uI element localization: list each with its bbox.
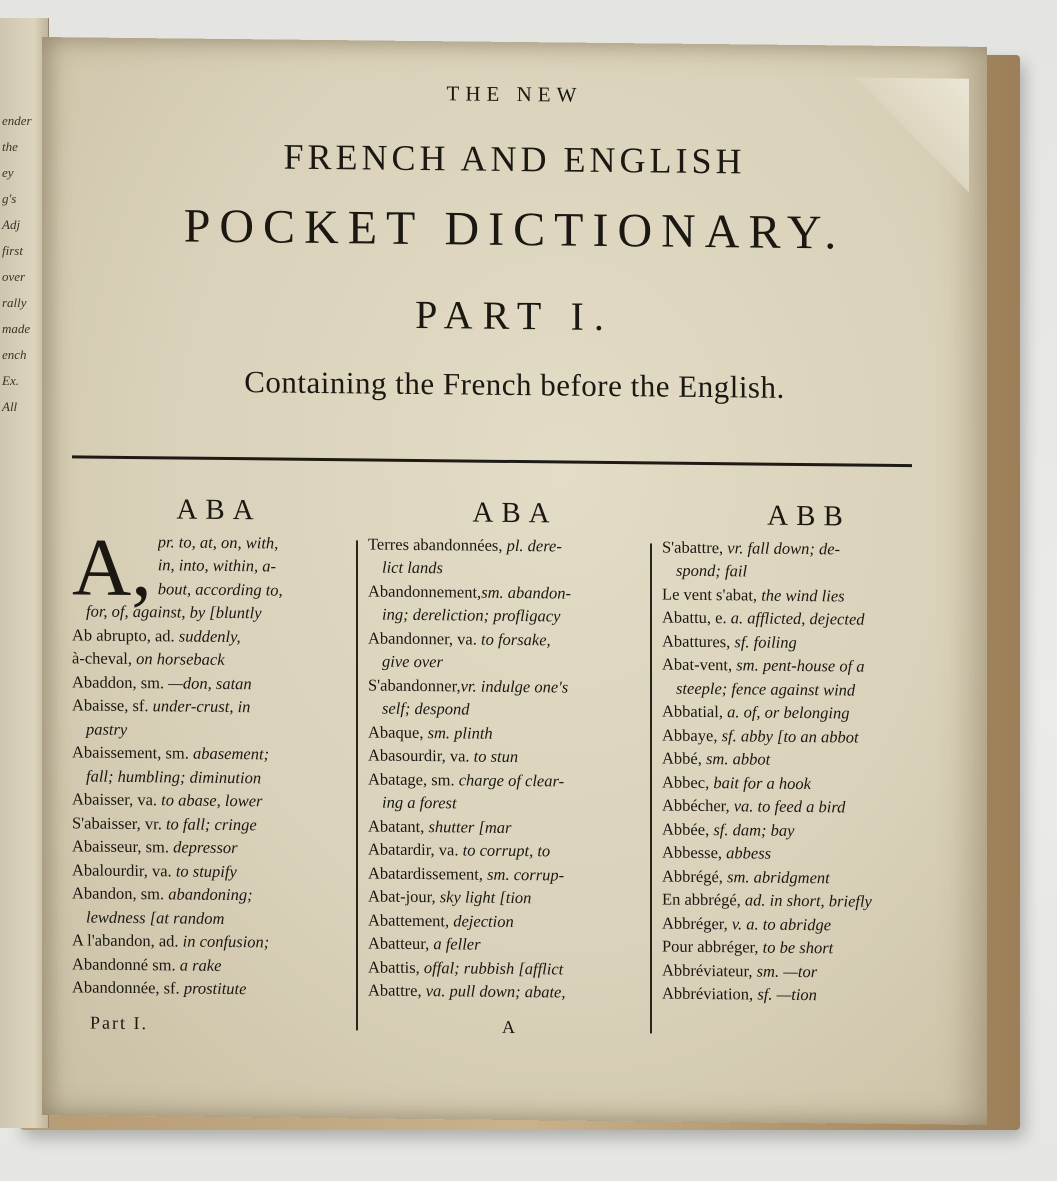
dictionary-entry (662, 841, 946, 867)
dictionary-entry (368, 884, 652, 910)
entry-definition: a rake (175, 954, 222, 975)
dictionary-entry (368, 555, 652, 581)
entry-headword: Abatteur, (368, 933, 430, 954)
dictionary-entry (662, 606, 946, 632)
entry-definition: fall; humbling; diminution (86, 766, 262, 787)
left-page-fragment: All (2, 399, 18, 414)
entry-definition: sf. abby [to an abbot (717, 725, 859, 747)
dictionary-entry (368, 532, 652, 558)
dictionary-entry (368, 626, 652, 652)
entry-headword: Abat-vent, (662, 654, 733, 675)
entry-definition: va. pull down; abate, (421, 981, 566, 1002)
entry-headword: S'abaisser, vr. (72, 812, 162, 833)
dictionary-entry (662, 559, 946, 585)
entry-headword: Abaissement, sm. (72, 742, 189, 763)
dictionary-entry (662, 794, 946, 820)
entry-headword: Pour abbréger, (662, 936, 759, 957)
entry-definition: for, of, against, by [bluntly (86, 601, 262, 623)
column-heading: ABA (472, 496, 558, 530)
dictionary-entry (368, 814, 652, 840)
dictionary-entry (662, 770, 946, 796)
left-page-fragments (2, 108, 42, 420)
entry-definition: abasement; (188, 743, 270, 764)
dictionary-entry (662, 747, 946, 773)
dictionary-entry (368, 649, 652, 675)
dictionary-entry (72, 928, 356, 954)
entry-headword: Abandonnement, (368, 580, 482, 602)
entry-definition: lewdness [at random (86, 907, 225, 928)
entry-headword: En abbrégé, (662, 889, 741, 910)
column-2 (368, 496, 652, 1004)
left-page-fragment: Ex. (2, 373, 19, 388)
dictionary-entry (368, 955, 652, 981)
entry-headword: Abatant, (368, 815, 425, 836)
dictionary-entry (368, 743, 652, 769)
entry-definition: ing a forest (382, 792, 457, 813)
entry-headword: Terres abandonnées, (368, 533, 503, 555)
dictionary-entry (368, 696, 652, 722)
entry-definition: a. afflicted, dejected (726, 608, 865, 629)
entry-headword: Abattement, (368, 909, 450, 930)
entry-headword: Abaisse, sf. (72, 695, 149, 716)
dictionary-entry (72, 952, 356, 978)
entry-definition: give over (382, 651, 443, 672)
left-page-fragment: g's (2, 191, 17, 206)
entry-headword: Abandon, sm. (72, 883, 165, 904)
entry-definition: under-crust, in (148, 696, 251, 717)
entry-list (368, 532, 652, 1005)
entry-headword: Abasourdir, va. (368, 745, 470, 766)
entry-definition: pastry (86, 719, 128, 739)
column-1 (72, 493, 356, 1001)
entry-definition: prostitute (179, 978, 247, 999)
entry-definition: depressor (168, 837, 238, 858)
entry-definition: to fall; cringe (161, 813, 257, 834)
dictionary-entry (662, 911, 946, 937)
dictionary-entry (72, 881, 356, 907)
entry-headword: Abaisser, va. (72, 789, 158, 810)
left-page-fragment: rally (2, 295, 27, 310)
dictionary-entry (662, 864, 946, 890)
dictionary-entry (72, 811, 356, 837)
entry-headword: Abbatial, (662, 701, 723, 722)
entry-headword: Le vent s'abat, (662, 584, 758, 605)
left-page-fragment: Adj (2, 217, 21, 232)
entry-headword: Ab abrupto, ad. (72, 624, 175, 645)
dictionary-entry (662, 723, 946, 749)
footer-part-label: Part I. (90, 1012, 148, 1034)
entry-definition: bait for a hook (709, 772, 811, 793)
dictionary-entry (662, 817, 946, 843)
entry-definition: lict lands (382, 557, 443, 578)
dropcap-line: bout, according to, (157, 578, 283, 600)
left-page-fragment: over (2, 269, 26, 284)
entry-definition: to be short (758, 937, 834, 958)
dictionary-entry (368, 602, 652, 628)
entry-headword: Abbécher, (662, 795, 730, 816)
entry-definition: ad. in short, briefly (740, 890, 872, 911)
entry-headword: Abbé, (662, 748, 702, 768)
entry-definition: dejection (449, 910, 514, 931)
entry-list (72, 599, 356, 1001)
entry-headword: S'abandonner, (368, 674, 461, 695)
dictionary-entry (368, 790, 652, 816)
entry-headword: Abandonné sm. (72, 953, 176, 974)
entry-headword: Abbée, (662, 819, 710, 839)
column-3 (662, 499, 946, 1008)
entry-headword: Abaddon, sm. (72, 671, 165, 692)
entry-definition: sf. —tion (753, 984, 817, 1005)
dictionary-entry (662, 629, 946, 655)
dictionary-entry (662, 535, 946, 561)
entry-definition: sm. pent-house of a (732, 655, 865, 676)
left-page-fragment: the (2, 139, 18, 154)
dictionary-entry (72, 670, 356, 696)
entry-definition: abandoning; (164, 884, 253, 905)
left-page-fragment: ey (2, 165, 14, 180)
entry-headword: Abbréviateur, (662, 960, 753, 980)
column-heading: ABB (767, 499, 851, 533)
entry-definition: shutter [mar (424, 816, 512, 837)
dictionary-entry (368, 861, 652, 887)
dictionary-entry (72, 646, 356, 672)
dictionary-entry (72, 717, 356, 743)
entry-definition: sm. abandon- (481, 582, 572, 603)
entry-definition: sm. —tor (752, 960, 818, 981)
entry-definition: abbess (722, 843, 772, 863)
header-the-new: THE NEW (446, 81, 583, 107)
dictionary-entry (368, 931, 652, 957)
entry-headword: Abat-jour, (368, 886, 436, 907)
entry-definition: vr. fall down; de- (723, 537, 841, 558)
header-part: PART I. (415, 291, 614, 340)
entry-headword: Abbesse, (662, 842, 723, 863)
entry-definition: in confusion; (178, 931, 270, 952)
entry-definition: to corrupt, to (458, 840, 551, 861)
dictionary-entry (72, 975, 356, 1001)
dictionary-entry (72, 623, 356, 649)
entry-headword: Abbréger, (662, 913, 728, 933)
entry-definition: a feller (429, 934, 481, 954)
entry-definition: sm. corrup- (483, 864, 565, 885)
entry-definition: to stupify (171, 860, 237, 881)
entry-headword: Abbrégé, (662, 866, 723, 886)
entry-headword: Abaque, (368, 721, 424, 742)
entry-definition: sf. foiling (730, 631, 797, 652)
entry-definition: a. of, or belonging (722, 702, 850, 723)
dictionary-entry (368, 767, 652, 793)
entry-definition: vr. indulge one's (460, 675, 569, 697)
dictionary-entry (662, 700, 946, 726)
entry-headword: A l'abandon, ad. (72, 930, 179, 951)
dictionary-entry (662, 958, 946, 984)
entry-definition: to forsake, (476, 629, 551, 649)
dictionary-entry (368, 720, 652, 746)
entry-headword: Abatage, sm. (368, 768, 455, 789)
left-page-fragment: first (2, 243, 23, 258)
entry-definition: sky light [tion (435, 887, 532, 908)
dictionary-entry (662, 582, 946, 608)
dictionary-entry (662, 888, 946, 914)
entry-definition: offal; rubbish [afflict (419, 957, 564, 979)
dropcap-line: pr. to, at, on, with, (157, 531, 279, 553)
header-french-and-english: FRENCH AND ENGLISH (283, 136, 746, 182)
entry-headword: Abattu, e. (662, 607, 727, 628)
entry-definition: ing; dereliction; profligacy (382, 604, 561, 626)
dictionary-entry (662, 982, 946, 1008)
entry-headword: S'abattre, (662, 537, 724, 557)
dictionary-entry (662, 653, 946, 679)
entry-definition: suddenly, (174, 625, 241, 646)
entry-definition: charge of clear- (454, 769, 565, 791)
dropcap-line: in, into, within, a- (157, 555, 276, 576)
entry-headword: Abbec, (662, 772, 710, 792)
entry-headword: Abalourdir, va. (72, 859, 172, 880)
left-page-fragment: ender (2, 113, 32, 128)
entry-headword: Abbaye, (662, 725, 718, 745)
dictionary-entry (368, 579, 652, 605)
dictionary-entry (72, 905, 356, 931)
dictionary-entry (72, 764, 356, 790)
entry-definition: spond; fail (676, 560, 748, 581)
dictionary-entry (662, 676, 946, 702)
column-heading: ABA (176, 493, 262, 527)
entry-headword: à-cheval, (72, 648, 132, 668)
dictionary-entry (72, 740, 356, 766)
entry-definition: on horseback (132, 648, 225, 669)
dictionary-entry (72, 858, 356, 884)
dictionary-page (42, 37, 987, 1125)
footer-signature-mark: A (502, 1016, 515, 1038)
dictionary-entry (368, 837, 652, 863)
dropcap-letter: A, (72, 520, 152, 613)
entry-headword: Abaisseur, sm. (72, 836, 169, 857)
entry-definition: to abase, lower (157, 790, 263, 811)
column-divider (356, 540, 358, 1030)
entry-headword: Abandonnée, sf. (72, 977, 180, 998)
entry-definition: self; despond (382, 698, 470, 719)
entry-headword: Abattis, (368, 956, 420, 977)
entry-headword: Abatardissement, (368, 862, 484, 884)
left-page-fragment: made (2, 321, 31, 336)
dictionary-entry (72, 599, 356, 625)
entry-definition: the wind lies (757, 585, 845, 605)
dictionary-entry (662, 935, 946, 961)
entry-headword: Abbréviation, (662, 983, 754, 1004)
entry-definition: sm. plinth (423, 722, 493, 743)
header-pocket-dictionary: POCKET DICTIONARY. (183, 199, 846, 260)
entry-definition: to stun (469, 746, 519, 767)
entry-list (662, 535, 946, 1008)
dictionary-entry (72, 834, 356, 860)
dictionary-entry (72, 693, 356, 719)
entry-definition: steeple; fence against wind (676, 678, 856, 700)
dictionary-entry (368, 978, 652, 1004)
entry-headword: Abattre, (368, 980, 422, 1001)
header-subtitle: Containing the French before the English. (244, 364, 785, 405)
left-page-fragment: ench (2, 347, 27, 362)
entry-headword: Abattures, (662, 631, 731, 651)
entry-definition: sm. abbot (701, 748, 771, 769)
entry-definition: pl. dere- (502, 535, 562, 555)
entry-headword: Abandonner, va. (368, 627, 477, 649)
dictionary-entry (368, 908, 652, 934)
dictionary-entry (72, 787, 356, 813)
entry-definition: va. to feed a bird (729, 796, 846, 817)
entry-definition: sf. dam; bay (709, 819, 795, 840)
entry-definition: sm. abridgment (722, 866, 830, 887)
entry-definition: —don, satan (164, 672, 252, 693)
header-rule (72, 455, 912, 467)
entry-headword: Abatardir, va. (368, 839, 459, 860)
dictionary-entry (368, 673, 652, 699)
entry-definition: v. a. to abridge (727, 913, 832, 934)
